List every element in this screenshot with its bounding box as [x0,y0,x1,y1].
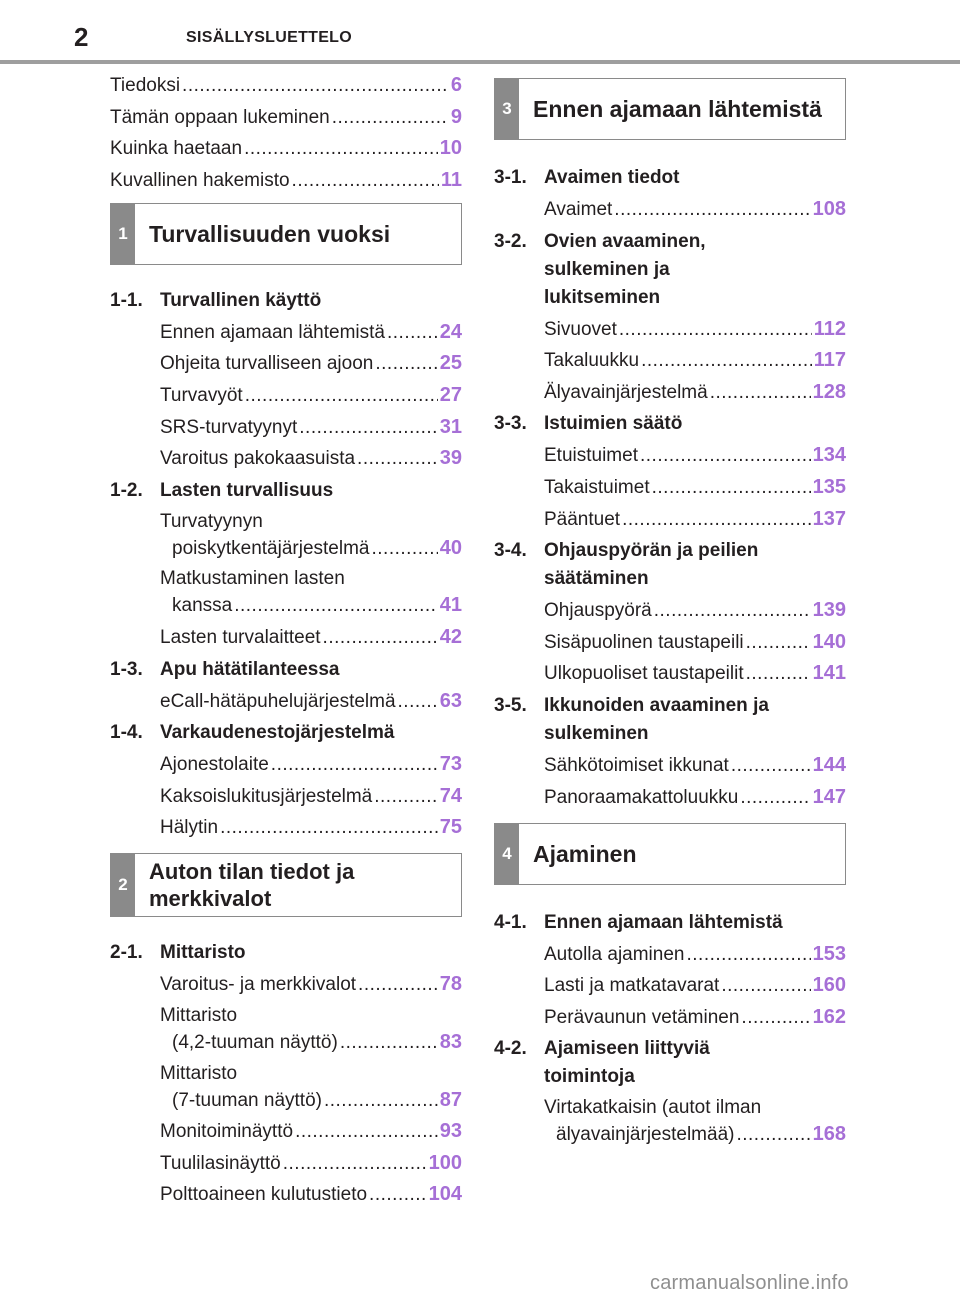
entry-label: Sisäpuolinen taustapeili [544,631,744,653]
leader-dots [234,593,438,619]
toc-entry[interactable] [544,941,846,968]
section-heading [494,909,846,937]
entry-label: Turvavyöt [160,384,243,406]
page-number: 2 [74,22,89,52]
chapter-number-tab: 2 [111,854,135,916]
entry-label: Kuvallinen hakemisto [110,169,290,191]
section-title-line: Ikkunoiden avaaminen ja [544,694,769,716]
toc-entry[interactable] [160,814,462,841]
entry-label-line1: Virtakatkaisin (autot ilman [544,1097,762,1119]
leader-dots [686,942,810,968]
toc-entry[interactable] [160,1118,462,1145]
section-title-line: sulkeminen ja [544,258,670,280]
leader-dots [340,1030,438,1056]
section-title-line: lukitseminen [544,286,661,308]
page-link[interactable]: 24 [439,320,462,343]
page-link[interactable]: 162 [812,1005,846,1028]
leader-dots [640,443,811,469]
page-link[interactable]: 93 [439,1120,462,1143]
page-link[interactable]: 140 [812,630,846,653]
section-number: 3-1. [494,167,527,188]
toc-entry[interactable] [160,688,462,715]
page-link[interactable]: 42 [439,625,462,648]
leader-dots [619,317,812,343]
toc-entry[interactable] [160,783,462,810]
section-number: 3-5. [494,694,527,716]
chapter-title-line2: merkkivalot [149,886,272,912]
toc-entry[interactable] [110,135,462,162]
section-number: 1-2. [110,479,143,501]
entry-label: Ulkopuoliset taustapeilit [544,663,744,685]
page-link[interactable]: 31 [439,415,462,438]
leader-dots [245,383,438,409]
entry-label: kanssa [172,595,233,617]
section-2-1 [110,939,462,1208]
chapter-title [135,854,354,916]
leader-dots [358,972,438,998]
toc-entry[interactable] [160,624,462,651]
section-title: Istuimien säätö [544,413,683,435]
entry-label: Panoraamakattoluukku [544,786,739,808]
page-link[interactable]: 39 [439,447,462,470]
toc-entry[interactable] [544,597,846,624]
leader-dots [375,351,437,377]
entry-label: eCall-hätäpuhelujärjestelmä [160,690,396,712]
section-number: 3-2. [494,230,527,252]
leader-dots [741,1005,810,1031]
chapter-4-box[interactable] [494,823,846,885]
leader-dots [721,973,810,999]
leader-dots [369,1182,427,1208]
toc-entry[interactable] [160,382,462,409]
section-3-2 [494,228,846,406]
page-link[interactable]: 63 [439,689,462,712]
chapter-number-tab: 3 [495,79,519,139]
section-title: Turvallinen käyttö [160,289,322,311]
section-3-3 [494,410,846,532]
leader-dots [182,73,449,99]
chapter-3-box[interactable] [494,78,846,140]
left-column [110,72,462,1213]
toc-entry[interactable] [160,1150,462,1177]
section-title [544,1035,710,1091]
page-link[interactable]: 100 [428,1151,462,1174]
entry-label: poiskytkentäjärjestelmä [172,537,370,559]
page-link[interactable]: 147 [812,785,846,808]
page-link[interactable]: 134 [812,444,846,467]
section-heading [110,477,462,505]
section-title: Apu hätätilanteessa [160,658,340,680]
section-title-line: sulkeminen [544,722,649,744]
section-title: Avaimen tiedot [544,167,680,188]
toc-entry[interactable] [160,535,462,562]
toc-entry[interactable] [544,442,846,469]
entry-label: Hälytin [160,817,219,839]
toc-entry[interactable] [160,971,462,998]
entry-label: Avaimet [544,199,613,220]
section-number: 1-4. [110,722,143,744]
section-4-1 [494,909,846,1031]
chapter-number-tab: 4 [495,824,519,884]
toc-entry[interactable] [544,474,846,501]
page-link[interactable]: 83 [439,1030,462,1053]
chapter-2-box[interactable] [110,853,462,917]
toc-entry[interactable] [160,1181,462,1208]
section-heading [494,164,846,192]
page-link[interactable]: 117 [813,349,846,372]
section-title: Varkaudenestojärjestelmä [160,722,395,744]
chapter-title: Ennen ajamaan lähtemistä [533,96,822,122]
section-1-2 [110,477,462,651]
section-1-3 [110,656,462,715]
leader-dots [244,136,438,162]
page-link[interactable]: 27 [439,383,462,406]
toc-entry[interactable] [544,972,846,999]
entry-label-line1: Turvatyynyn [160,510,263,532]
entry-label: Kuinka haetaan [110,138,243,160]
entry-label: Lasten turvalaitteet [160,626,321,648]
entry-label-line1: Matkustaminen lasten [160,568,345,590]
entry-label-line1: Mittaristo [160,1004,238,1026]
section-heading [494,692,846,748]
toc-entry[interactable] [544,196,846,223]
section-title [544,537,758,593]
toc-entry[interactable] [544,506,846,533]
toc-entry[interactable] [544,347,846,374]
entry-label: Ohjeita turvalliseen ajoon [160,353,374,375]
page-link[interactable]: 87 [439,1088,462,1111]
entry-label: älyavainjärjestelmää) [556,1124,735,1146]
leader-dots [654,598,811,624]
toc-entry[interactable] [160,1029,462,1056]
page-link[interactable]: 168 [812,1123,846,1146]
section-title-line: säätäminen [544,568,649,590]
right-column [494,78,846,1153]
entry-label: Etuistuimet [544,445,638,467]
entry-label: Älyavainjärjestelmä [544,381,708,403]
leader-dots [324,1088,438,1114]
chapter-title: Turvallisuuden vuoksi [149,220,391,247]
page-link[interactable]: 112 [813,317,846,340]
entry-label: Sivuovet [544,318,617,340]
section-number: 1-3. [110,658,143,680]
section-title: Ennen ajamaan lähtemistä [544,911,783,933]
page-link[interactable]: 10 [439,137,462,160]
entry-label: Monitoiminäyttö [160,1121,294,1143]
chapter-title-line1: Auton tilan tiedot ja [149,859,355,885]
section-heading [494,537,846,593]
section-number: 3-4. [494,540,527,562]
entry-label: SRS-turvatyynyt [160,416,298,438]
section-title: Lasten turvallisuus [160,479,334,501]
leader-dots [736,1122,810,1148]
leader-dots [622,507,811,533]
section-title [544,692,769,748]
header-title: SISÄLLYSLUETTELO [186,29,353,46]
leader-dots [731,753,811,779]
page-link[interactable]: 153 [812,942,846,965]
toc-entry[interactable] [544,1121,846,1148]
page-link[interactable]: 9 [450,105,462,128]
leader-dots [332,105,449,131]
entry-label: Ajonestolaite [160,754,269,776]
leader-dots [398,689,438,715]
chapter-number-tab: 1 [111,204,135,264]
leader-dots [220,815,438,841]
page-link[interactable]: 40 [439,536,462,559]
entry-label: Tuulilasinäyttö [160,1152,281,1174]
entry-label: Takaluukku [544,350,640,372]
toc-entry[interactable] [544,1004,846,1031]
page-link[interactable]: 25 [439,352,462,375]
entry-label: Ohjauspyörä [544,600,652,622]
toc-entry[interactable] [110,72,462,99]
leader-dots [357,446,438,472]
entry-label: Takaistuimet [544,476,650,498]
page-link[interactable]: 160 [812,974,846,997]
toc-entry[interactable] [544,316,846,343]
entry-label: Varoitus pakokaasuista [160,448,356,470]
entry-label: Tiedoksi [110,75,181,96]
section-number: 1-1. [110,289,143,311]
leader-dots [371,536,437,562]
section-number: 3-3. [494,413,527,435]
section-title-line: Ohjauspyörän ja peilien [544,540,759,562]
entry-label: Varoitus- ja merkkivalot [160,974,357,996]
page-link[interactable]: 141 [812,662,846,685]
leader-dots [374,784,438,810]
section-heading [110,719,462,747]
header-rule [0,60,960,64]
entry-label: Lasti ja matkatavarat [544,975,720,997]
chapter-title: Ajaminen [533,840,637,867]
page-link[interactable]: 137 [812,507,846,530]
page-link[interactable]: 128 [812,380,846,403]
section-1-1 [110,287,462,472]
entry-label: Autolla ajaminen [544,943,685,965]
leader-dots [271,752,438,778]
page-link[interactable]: 11 [440,168,462,191]
entry-label: Sähkötoimiset ikkunat [544,754,729,776]
leader-dots [746,630,811,656]
toc-entry[interactable] [160,414,462,441]
entry-label: Tämän oppaan lukeminen [110,106,330,128]
section-4-2 [494,1035,846,1148]
leader-dots [641,348,812,374]
section-title-line: toimintoja [544,1066,635,1088]
section-1-4 [110,719,462,841]
entry-label: Perävaunun vetäminen [544,1006,740,1028]
section-title-line: Ajamiseen liittyviä [544,1038,710,1060]
toc-entry[interactable] [160,1087,462,1114]
section-3-1 [494,164,846,223]
toc-entry[interactable] [110,104,462,131]
toc-entry[interactable] [160,751,462,778]
page-link[interactable]: 139 [812,599,846,622]
intro-list [110,72,462,194]
entry-label: Ennen ajamaan lähtemistä [160,321,385,343]
section-3-4 [494,537,846,687]
section-title-line: Ovien avaaminen, [544,230,706,252]
section-heading [110,287,462,315]
section-3-5 [494,692,846,811]
section-title: Mittaristo [160,942,246,964]
toc-entry[interactable] [160,319,462,346]
section-heading [494,410,846,438]
entry-label: Kaksoislukitusjärjestelmä [160,785,373,807]
entry-label: Polttoaineen kulutustieto [160,1184,368,1206]
section-heading [494,1035,846,1091]
section-heading [494,228,846,312]
leader-dots [323,625,438,651]
toc-entry[interactable] [544,752,846,779]
leader-dots [283,1151,427,1177]
leader-dots [740,785,810,811]
page-link[interactable]: 104 [428,1183,462,1206]
page-link[interactable]: 73 [439,753,462,776]
page-link[interactable]: 144 [812,753,846,776]
toc-entry[interactable] [544,629,846,656]
page-link[interactable]: 75 [439,816,462,839]
section-number: 2-1. [110,942,143,964]
watermark: carmanualsonline.info [650,1272,849,1294]
leader-dots [614,197,810,223]
leader-dots [652,475,811,501]
section-heading [110,656,462,684]
section-number: 4-2. [494,1038,527,1060]
entry-label: (4,2-tuuman näyttö) [172,1031,338,1053]
section-number: 4-1. [494,911,527,933]
toc-entry[interactable] [110,167,462,194]
section-title [544,228,706,312]
page-link[interactable]: 6 [450,74,462,96]
toc-entry[interactable] [160,592,462,619]
chapter-1-box[interactable] [110,203,462,265]
toc-entry[interactable] [544,784,846,811]
leader-dots [387,320,438,346]
entry-label-line1: Mittaristo [160,1062,238,1084]
page-link[interactable]: 78 [439,973,462,996]
section-heading [110,939,462,967]
entry-label: Pääntuet [544,508,621,530]
toc-entry[interactable] [544,379,846,406]
toc-entry[interactable] [160,445,462,472]
page-link[interactable]: 74 [439,784,462,807]
leader-dots [295,1119,438,1145]
leader-dots [299,415,437,441]
entry-label: (7-tuuman näyttö) [172,1089,322,1111]
leader-dots [746,661,811,687]
toc-entry[interactable] [160,350,462,377]
page-link[interactable]: 135 [812,475,846,498]
toc-entry[interactable] [544,660,846,687]
page-link[interactable]: 41 [439,594,462,617]
leader-dots [710,380,811,406]
leader-dots [292,168,439,194]
page-link[interactable]: 108 [812,198,846,220]
